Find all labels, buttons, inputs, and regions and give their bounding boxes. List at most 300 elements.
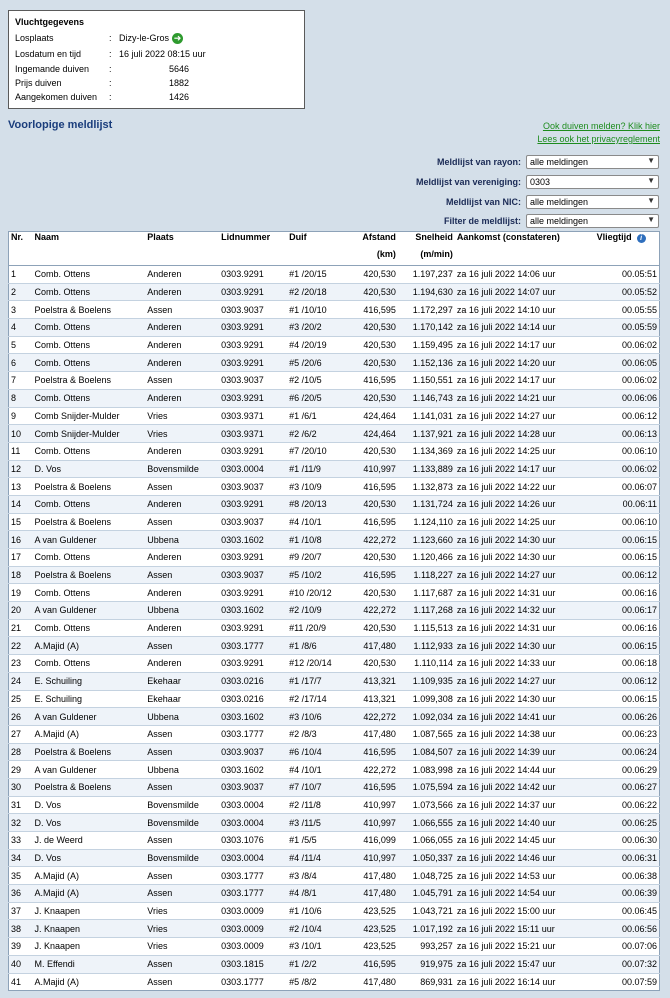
cell-lidnummer: 0303.9291 [219,442,287,460]
cell-lidnummer: 0303.1076 [219,832,287,850]
cell-plaats: Assen [145,832,219,850]
cell-nr: 4 [9,319,33,337]
cell-nr: 7 [9,372,33,390]
cell-naam: A van Guldener [32,761,145,779]
cell-afstand: 422,272 [345,708,398,726]
cell-nr: 31 [9,796,33,814]
cell-vliegtijd: 00.06:12 [595,566,660,584]
cell-snelheid: 1.152,136 [398,354,455,372]
cell-duif: #3 /10/1 [287,938,345,956]
cell-naam: Comb. Ottens [32,549,145,567]
col-header-naam: Naam [32,232,145,266]
table-row [9,832,660,850]
cell-duif: #2 /17/14 [287,690,345,708]
cell-aankomst: za 16 juli 2022 14:33 uur [455,655,595,673]
cell-afstand: 424,464 [345,425,398,443]
table-row [9,372,660,390]
cell-snelheid: 1.050,337 [398,849,455,867]
cell-lidnummer: 0303.9037 [219,743,287,761]
cell-afstand: 423,525 [345,938,398,956]
cell-nr: 35 [9,867,33,885]
cell-plaats: Anderen [145,442,219,460]
table-row [9,495,660,513]
privacy-link[interactable]: Lees ook het privacyreglement [537,134,660,144]
cell-naam: A van Guldener [32,708,145,726]
cell-nr: 27 [9,725,33,743]
cell-naam: Poelstra & Boelens [32,778,145,796]
cell-nr: 28 [9,743,33,761]
cell-snelheid: 1.066,555 [398,814,455,832]
cell-lidnummer: 0303.9291 [219,549,287,567]
cell-vliegtijd: 00.06:16 [595,619,660,637]
cell-aankomst: za 16 juli 2022 14:30 uur [455,549,595,567]
cell-vliegtijd: 00.06:02 [595,372,660,390]
cell-duif: #1 /10/10 [287,301,345,319]
cell-plaats: Anderen [145,319,219,337]
arrow-right-icon[interactable]: ➜ [173,33,182,44]
cell-snelheid: 1.075,594 [398,778,455,796]
cell-aankomst: za 16 juli 2022 14:26 uur [455,495,595,513]
table-row [9,478,660,496]
cell-lidnummer: 0303.9371 [219,425,287,443]
cell-lidnummer: 0303.9291 [219,319,287,337]
cell-lidnummer: 0303.1815 [219,955,287,973]
cell-vliegtijd: 00.06:06 [595,389,660,407]
cell-snelheid: 1.120,466 [398,549,455,567]
rayon-select[interactable]: alle meldingen ▼ [526,155,659,169]
cell-afstand: 416,595 [345,478,398,496]
cell-aankomst: za 16 juli 2022 14:25 uur [455,442,595,460]
cell-plaats: Assen [145,301,219,319]
cell-aankomst: za 16 juli 2022 14:20 uur [455,354,595,372]
cell-naam: A.Majid (A) [32,637,145,655]
cell-nr: 18 [9,566,33,584]
cell-nr: 36 [9,885,33,903]
cell-duif: #1 /20/15 [287,266,345,284]
cell-snelheid: 1.159,495 [398,336,455,354]
cell-aankomst: za 16 juli 2022 14:30 uur [455,637,595,655]
cell-lidnummer: 0303.9291 [219,389,287,407]
table-row [9,460,660,478]
cell-duif: #3 /10/6 [287,708,345,726]
cell-duif: #1 /8/6 [287,637,345,655]
table-row [9,584,660,602]
table-row [9,743,660,761]
table-row [9,796,660,814]
cell-lidnummer: 0303.9291 [219,655,287,673]
cell-nr: 14 [9,495,33,513]
cell-snelheid: 919,975 [398,955,455,973]
cell-nr: 2 [9,283,33,301]
cell-aankomst: za 16 juli 2022 14:32 uur [455,602,595,620]
cell-naam: D. Vos [32,796,145,814]
table-row [9,336,660,354]
cell-naam: Comb. Ottens [32,266,145,284]
cell-vliegtijd: 00.06:30 [595,832,660,850]
table-row [9,319,660,337]
prize-pigeons-value: 1882 [169,78,190,88]
cell-nr: 15 [9,513,33,531]
cell-vliegtijd: 00.06:25 [595,814,660,832]
chevron-down-icon: ▼ [647,156,655,165]
cell-plaats: Vries [145,902,219,920]
cell-snelheid: 1.117,268 [398,602,455,620]
cell-plaats: Anderen [145,495,219,513]
cell-lidnummer: 0303.9037 [219,513,287,531]
table-row [9,814,660,832]
cell-nr: 26 [9,708,33,726]
cell-afstand: 417,480 [345,725,398,743]
cell-naam: A van Guldener [32,602,145,620]
cell-plaats: Vries [145,938,219,956]
cell-aankomst: za 16 juli 2022 14:17 uur [455,372,595,390]
cell-nr: 23 [9,655,33,673]
cell-duif: #1 /5/5 [287,832,345,850]
cell-afstand: 416,595 [345,778,398,796]
table-row [9,442,660,460]
cell-lidnummer: 0303.1777 [219,725,287,743]
cell-plaats: Ekehaar [145,690,219,708]
cell-vliegtijd: 00.06:17 [595,602,660,620]
cell-plaats: Anderen [145,619,219,637]
cell-afstand: 410,997 [345,796,398,814]
cell-naam: Comb. Ottens [32,619,145,637]
flight-info-label: Losdatum en tijd [15,49,82,59]
chevron-down-icon: ▼ [647,196,655,205]
cell-vliegtijd: 00.07:59 [595,973,660,991]
cell-afstand: 423,525 [345,902,398,920]
cell-nr: 16 [9,531,33,549]
cell-plaats: Anderen [145,549,219,567]
cell-naam: Comb. Ottens [32,389,145,407]
table-row [9,690,660,708]
flight-info-panel [8,10,305,109]
cell-aankomst: za 16 juli 2022 14:17 uur [455,460,595,478]
cell-vliegtijd: 00.06:56 [595,920,660,938]
cell-aankomst: za 16 juli 2022 14:07 uur [455,283,595,301]
cell-lidnummer: 0303.9037 [219,478,287,496]
cell-vliegtijd: 00.06:10 [595,442,660,460]
cell-aankomst: za 16 juli 2022 14:53 uur [455,867,595,885]
cell-duif: #7 /10/7 [287,778,345,796]
cell-lidnummer: 0303.9291 [219,619,287,637]
cell-vliegtijd: 00.06:13 [595,425,660,443]
cell-snelheid: 869,931 [398,973,455,991]
table-row [9,885,660,903]
cell-plaats: Bovensmilde [145,814,219,832]
cell-naam: J. Knaapen [32,902,145,920]
cell-duif: #4 /10/1 [287,513,345,531]
cell-nr: 12 [9,460,33,478]
cell-vliegtijd: 00.06:29 [595,761,660,779]
results-table [8,231,660,991]
flight-info-separator: : [109,49,112,59]
cell-plaats: Bovensmilde [145,849,219,867]
cell-naam: A.Majid (A) [32,867,145,885]
cell-plaats: Vries [145,407,219,425]
cell-snelheid: 1.066,055 [398,832,455,850]
cell-plaats: Anderen [145,336,219,354]
cell-plaats: Ubbena [145,708,219,726]
table-row [9,778,660,796]
cell-plaats: Anderen [145,266,219,284]
col-header-lidnummer: Lidnummer [219,232,287,266]
nic-select[interactable]: alle meldingen ▼ [526,195,659,209]
cell-lidnummer: 0303.0009 [219,902,287,920]
cell-lidnummer: 0303.9037 [219,372,287,390]
cell-plaats: Assen [145,955,219,973]
table-row [9,531,660,549]
cell-duif: #5 /8/2 [287,973,345,991]
cell-naam: E. Schuiling [32,690,145,708]
cell-vliegtijd: 00.06:12 [595,407,660,425]
cell-snelheid: 1.137,921 [398,425,455,443]
links-panel [537,120,660,146]
cell-naam: Comb. Ottens [32,584,145,602]
flight-info-label: Ingemande duiven [15,64,90,74]
cell-aankomst: za 16 juli 2022 14:38 uur [455,725,595,743]
chevron-down-icon: ▼ [647,176,655,185]
cell-naam: J. Knaapen [32,938,145,956]
cell-vliegtijd: 00.06:39 [595,885,660,903]
cell-duif: #3 /11/5 [287,814,345,832]
meldlijst-filter-select[interactable]: alle meldingen ▼ [526,214,659,228]
cell-vliegtijd: 00.07:32 [595,955,660,973]
cell-naam: Poelstra & Boelens [32,478,145,496]
flight-info-row [15,64,300,76]
cell-nr: 32 [9,814,33,832]
cell-nr: 40 [9,955,33,973]
cell-aankomst: za 16 juli 2022 14:14 uur [455,319,595,337]
cell-afstand: 422,272 [345,602,398,620]
cell-aankomst: za 16 juli 2022 14:06 uur [455,266,595,284]
cell-lidnummer: 0303.0216 [219,672,287,690]
vereniging-select[interactable]: 0303 ▼ [526,175,659,189]
cell-snelheid: 1.131,724 [398,495,455,513]
cell-vliegtijd: 00.06:38 [595,867,660,885]
cell-nr: 38 [9,920,33,938]
cell-aankomst: za 16 juli 2022 14:30 uur [455,531,595,549]
cell-afstand: 416,595 [345,513,398,531]
cell-lidnummer: 0303.0004 [219,796,287,814]
cell-afstand: 420,530 [345,319,398,337]
col-header-nr: Nr. [9,232,33,266]
cell-snelheid: 1.017,192 [398,920,455,938]
cell-snelheid: 1.118,227 [398,566,455,584]
release-place-value: Dizy-le-Gros ➜ [119,33,182,44]
cell-naam: Comb. Ottens [32,354,145,372]
cell-duif: #3 /20/2 [287,319,345,337]
cell-aankomst: za 16 juli 2022 14:10 uur [455,301,595,319]
cell-aankomst: za 16 juli 2022 14:45 uur [455,832,595,850]
table-header-row [9,232,660,266]
col-header-vliegtijd: Vliegtijd i [595,232,660,266]
cell-nr: 9 [9,407,33,425]
cell-naam: Comb. Ottens [32,495,145,513]
table-row [9,761,660,779]
table-row [9,425,660,443]
cell-afstand: 417,480 [345,885,398,903]
cell-afstand: 413,321 [345,690,398,708]
entered-pigeons-value: 5646 [169,64,190,74]
cell-aankomst: za 16 juli 2022 14:27 uur [455,672,595,690]
cell-afstand: 410,997 [345,814,398,832]
cell-vliegtijd: 00.06:15 [595,637,660,655]
flight-info-title: Vluchtgegevens [15,17,85,27]
cell-duif: #11 /20/9 [287,619,345,637]
cell-plaats: Assen [145,867,219,885]
cell-aankomst: za 16 juli 2022 14:39 uur [455,743,595,761]
table-row [9,672,660,690]
cell-naam: Poelstra & Boelens [32,566,145,584]
cell-duif: #1 /11/9 [287,460,345,478]
cell-snelheid: 1.115,513 [398,619,455,637]
cell-duif: #4 /11/4 [287,849,345,867]
cell-afstand: 420,530 [345,584,398,602]
cell-afstand: 416,595 [345,743,398,761]
flight-info-row [15,33,300,45]
filter-label: Meldlijst van NIC: [445,197,521,207]
cell-lidnummer: 0303.9037 [219,301,287,319]
table-row [9,920,660,938]
cell-naam: J. de Weerd [32,832,145,850]
cell-naam: J. Knaapen [32,920,145,938]
table-row [9,938,660,956]
col-header-afstand: Afstand (km) [345,232,398,266]
cell-vliegtijd: 00.05:55 [595,301,660,319]
cell-snelheid: 1.087,565 [398,725,455,743]
cell-duif: #6 /10/4 [287,743,345,761]
cell-nr: 25 [9,690,33,708]
table-row [9,266,660,284]
cell-nr: 6 [9,354,33,372]
cell-aankomst: za 16 juli 2022 14:21 uur [455,389,595,407]
flight-info-row [15,78,300,90]
cell-nr: 11 [9,442,33,460]
cell-afstand: 420,530 [345,354,398,372]
cell-afstand: 416,595 [345,566,398,584]
cell-plaats: Anderen [145,584,219,602]
cell-snelheid: 1.048,725 [398,867,455,885]
table-row [9,549,660,567]
cell-aankomst: za 16 juli 2022 15:21 uur [455,938,595,956]
table-row [9,354,660,372]
cell-aankomst: za 16 juli 2022 15:47 uur [455,955,595,973]
cell-nr: 5 [9,336,33,354]
flight-info-separator: : [109,33,112,43]
cell-snelheid: 1.132,873 [398,478,455,496]
cell-nr: 13 [9,478,33,496]
cell-nr: 19 [9,584,33,602]
cell-afstand: 424,464 [345,407,398,425]
table-row [9,655,660,673]
cell-naam: E. Schuiling [32,672,145,690]
table-row [9,867,660,885]
cell-duif: #3 /8/4 [287,867,345,885]
cell-afstand: 417,480 [345,973,398,991]
cell-nr: 37 [9,902,33,920]
cell-duif: #3 /10/9 [287,478,345,496]
cell-snelheid: 1.172,297 [398,301,455,319]
cell-aankomst: za 16 juli 2022 14:37 uur [455,796,595,814]
cell-aankomst: za 16 juli 2022 14:54 uur [455,885,595,903]
flight-info-label: Prijs duiven [15,78,62,88]
cell-duif: #4 /10/1 [287,761,345,779]
cell-afstand: 410,997 [345,460,398,478]
cell-snelheid: 1.112,933 [398,637,455,655]
cell-vliegtijd: 00.06:27 [595,778,660,796]
cell-lidnummer: 0303.9291 [219,336,287,354]
cell-vliegtijd: 00.06:15 [595,690,660,708]
cell-duif: #5 /10/2 [287,566,345,584]
cell-vliegtijd: 00.06:05 [595,354,660,372]
table-row [9,973,660,991]
report-pigeons-link[interactable]: Ook duiven melden? Klik hier [542,121,660,131]
cell-aankomst: za 16 juli 2022 14:28 uur [455,425,595,443]
info-icon[interactable]: i [637,234,646,243]
cell-vliegtijd: 00.06:02 [595,336,660,354]
cell-afstand: 420,530 [345,283,398,301]
cell-aankomst: za 16 juli 2022 14:17 uur [455,336,595,354]
cell-snelheid: 1.083,998 [398,761,455,779]
cell-naam: D. Vos [32,460,145,478]
col-header-plaats: Plaats [145,232,219,266]
cell-plaats: Assen [145,725,219,743]
cell-aankomst: za 16 juli 2022 14:40 uur [455,814,595,832]
cell-plaats: Assen [145,478,219,496]
cell-snelheid: 1.045,791 [398,885,455,903]
cell-duif: #9 /20/7 [287,549,345,567]
cell-naam: Comb. Ottens [32,319,145,337]
col-header-snelheid: Snelheid (m/min) [398,232,455,266]
flight-info-label: Aangekomen duiven [15,92,98,102]
cell-snelheid: 1.117,687 [398,584,455,602]
cell-nr: 17 [9,549,33,567]
cell-aankomst: za 16 juli 2022 14:25 uur [455,513,595,531]
cell-afstand: 417,480 [345,867,398,885]
cell-duif: #2 /10/4 [287,920,345,938]
table-row [9,708,660,726]
cell-snelheid: 993,257 [398,938,455,956]
cell-plaats: Anderen [145,389,219,407]
cell-plaats: Ekehaar [145,672,219,690]
cell-plaats: Anderen [145,354,219,372]
table-row [9,283,660,301]
cell-vliegtijd: 00.06:23 [595,725,660,743]
cell-nr: 24 [9,672,33,690]
cell-aankomst: za 16 juli 2022 14:46 uur [455,849,595,867]
cell-lidnummer: 0303.1602 [219,761,287,779]
cell-naam: Comb. Ottens [32,283,145,301]
cell-afstand: 416,595 [345,301,398,319]
cell-naam: Comb. Ottens [32,442,145,460]
cell-afstand: 416,099 [345,832,398,850]
cell-aankomst: za 16 juli 2022 14:31 uur [455,619,595,637]
cell-snelheid: 1.099,308 [398,690,455,708]
table-row [9,513,660,531]
cell-aankomst: za 16 juli 2022 14:44 uur [455,761,595,779]
cell-lidnummer: 0303.1777 [219,867,287,885]
cell-naam: Poelstra & Boelens [32,301,145,319]
flight-info-separator: : [109,64,112,74]
flight-info-separator: : [109,78,112,88]
cell-nr: 21 [9,619,33,637]
cell-nr: 20 [9,602,33,620]
cell-plaats: Ubbena [145,761,219,779]
table-row [9,955,660,973]
cell-snelheid: 1.109,935 [398,672,455,690]
cell-vliegtijd: 00.06:07 [595,478,660,496]
